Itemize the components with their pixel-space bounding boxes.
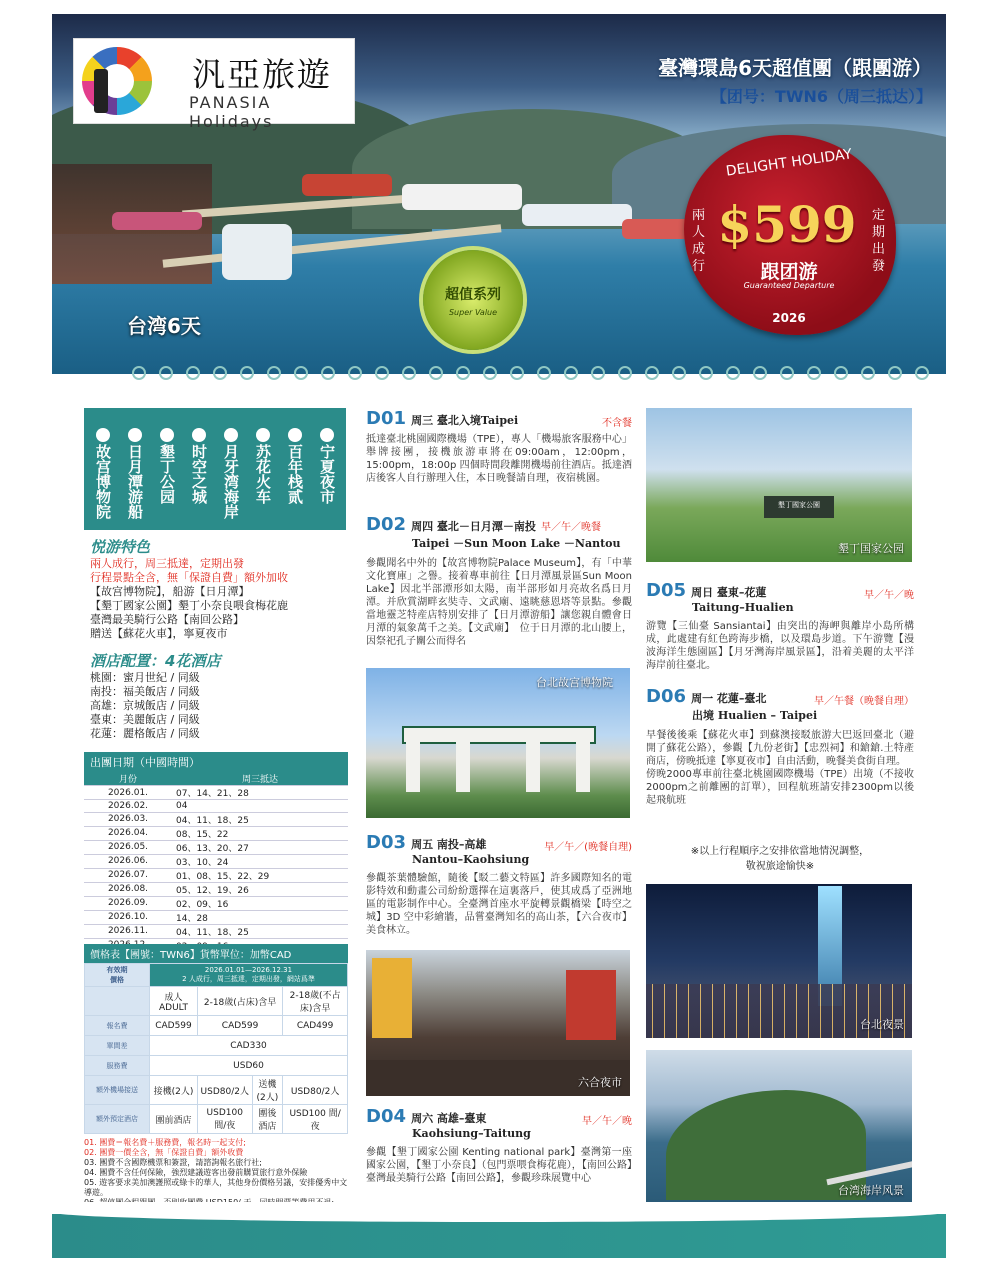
schedule-month: 2026.10. [84, 910, 172, 924]
day-notice: 傍晚2000專車前往臺北桃園國際機場（TPE）出境（不接收2000pm之前離團的訂單），回程航班請安排2300pm以後起飛航班 [646, 769, 914, 806]
price-cell: 接機(2人) [150, 1076, 198, 1105]
price-cell: USD80/2人 [197, 1076, 252, 1105]
schedule-month: 2026.05. [84, 840, 172, 854]
super-value-badge [423, 250, 523, 350]
day-title: 周六 高雄–臺東 [411, 1112, 487, 1125]
seal-arc-text: DELIGHT HOLIDAY [725, 146, 853, 180]
note-item: 05. 遊客要求美加澳護照或綠卡的華人，其他身份價格另議，安排優秀中文導遊。 [84, 1178, 348, 1197]
shop-sign [372, 958, 412, 1038]
day-body: 早餐後後乘【蘇花火車】到蘇澳接駁旅游大巴返回臺北（避開了蘇花公路），參觀【九份老街】【忠烈祠】和鎗鎗.土特產商店，傍晚抵達【寧夏夜市】自由活動，晚餐美食街自理。 [646, 730, 914, 767]
binding-ring [375, 366, 389, 380]
hotel-item: 臺東：美麗飯店 / 同級 [90, 713, 200, 726]
features-section [90, 536, 350, 641]
price-cell: USD100 間/夜 [283, 1105, 348, 1134]
feature-item: 行程景點全含，無「保證自費」額外加收 [90, 571, 288, 584]
schedule-dates: 14、28 [172, 910, 348, 924]
spot-label: 月牙湾海岸 [222, 444, 240, 519]
binding-ring [807, 366, 821, 380]
schedule-dates: 08、15、22 [172, 826, 348, 840]
schedule-dates: 02、09、16 [172, 896, 348, 910]
price-period [150, 964, 348, 987]
schedule-month: 2026.06. [84, 854, 172, 868]
boat [112, 212, 202, 230]
day-meals: 早／午／晚 [864, 590, 914, 601]
binding-ring [510, 366, 524, 380]
day-subtitle: Kaohsiung–Taitung [412, 1127, 531, 1140]
feature-item: 贈送【蘇花火車】，寧夏夜市 [90, 627, 228, 640]
schedule-dates: 07、14、21、28 [172, 786, 348, 800]
park-sign-text: 墾丁國家公園 [778, 501, 820, 509]
spot-item [124, 428, 146, 522]
binding-ring [915, 366, 929, 380]
note-item: 01. 團費＝報名費＋服務費，報名時一起支付; [84, 1138, 246, 1147]
binding-ring [240, 366, 254, 380]
spot-label: 时空之城 [190, 444, 208, 504]
shop-sign [566, 970, 616, 1040]
feature-item: 【墾丁國家公園】墾丁小奈良喂食梅花鹿 [90, 599, 288, 612]
logo-english: PANASIA Holidays [189, 93, 274, 131]
binding-ring [456, 366, 470, 380]
day-meals: 早／午／(晚餐自理) [544, 842, 632, 853]
boat [302, 174, 392, 196]
price-table-section [84, 944, 348, 1228]
binding-ring [780, 366, 794, 380]
day-id: D05 [646, 580, 686, 601]
spot-label: 墾丁公园 [158, 444, 176, 504]
schedule-row [84, 800, 348, 813]
museum-photo [366, 668, 630, 818]
binding-ring [402, 366, 416, 380]
hotel-item: 高雄：京城飯店 / 同級 [90, 699, 200, 712]
boat [522, 204, 632, 226]
taipei-night-photo [646, 884, 912, 1038]
photo-caption: 台北故宫博物院 [536, 676, 613, 689]
hotel-item: 南投：福美飯店 / 同級 [90, 685, 200, 698]
binding-ring [861, 366, 875, 380]
row-label: 報名費 [85, 1016, 150, 1036]
coast-photo [646, 1050, 912, 1204]
seal-guaranteed: Guaranteed Departure [743, 281, 835, 290]
spot-dot [160, 428, 174, 442]
day-id: D01 [366, 408, 406, 429]
schedule-month: 2026.09. [84, 896, 172, 910]
price-cell: CAD499 [283, 1016, 348, 1036]
seal-left-text: 兩人成行 [692, 208, 706, 274]
features-title: 悦游特色 [90, 538, 151, 556]
price-title: 價格表【團號：TWN6】貨幣單位：加幣CAD [84, 944, 348, 963]
seal-right-text: 定期出發 [872, 208, 886, 274]
feature-item: 臺灣最美騎行公路【南回公路】 [90, 613, 244, 626]
day-d03 [366, 832, 632, 937]
archway [456, 740, 470, 792]
binding-ring [726, 366, 740, 380]
spot-item [252, 428, 274, 507]
day-meals: 不含餐 [602, 418, 632, 429]
spot-item [188, 428, 210, 507]
day-body: 參觀茶葉體驗館，隨後【駁二藝文特區】許多國際知名的電影特效和動畫公司紛紛選擇在這裏落戶，使其成爲了亞洲地區的電影制作中心。全臺灣首座水平旋轉景觀橋梁【時空之城】3D 空中彩繪牆，品嘗臺灣知名的高山茶，【六合夜市】美食林立。 [366, 873, 632, 936]
blank-cell [85, 987, 150, 1016]
price-cell: CAD599 [197, 1016, 282, 1036]
archway [406, 740, 420, 792]
badge-text: 超值系列 [445, 287, 501, 303]
schedule-row [84, 910, 348, 924]
schedule-dates: 04、11、18、25 [172, 924, 348, 938]
price-col: 2-18歲(不占床)含早 [283, 987, 348, 1016]
disclaimer [646, 842, 914, 872]
binding-ring [213, 366, 227, 380]
day-id: D03 [366, 832, 406, 853]
price-cell: CAD330 [150, 1036, 348, 1056]
spot-item [156, 428, 178, 507]
price-cell: USD100 間/夜 [197, 1105, 252, 1134]
spot-item [92, 428, 114, 522]
binding-ring [348, 366, 362, 380]
photo-caption: 墾丁国家公园 [838, 542, 904, 555]
highlight-spots [84, 408, 346, 530]
day-title: 周四 臺北－日月潭－南投 [411, 520, 536, 533]
schedule-row [84, 840, 348, 854]
spot-label: 日月潭游船 [126, 444, 144, 519]
schedule-dates: 06、13、20、27 [172, 840, 348, 854]
binding-ring [132, 366, 146, 380]
day-body: 參觀聞名中外的【故宮博物院Palace Museum】，有「中華文化寶庫」之譽。接着專車前往【日月潭風景區Sun Moon Lake】因北半部潭形如太陽，南半部形如月亮故名爲日月潭。并欣賞湖畔玄奘寺、文武廟、遠眺慈恩塔等景點。參觀當地靈芝特産店特別安排了【日月潭游船】讓您親自體會日月潭的氣象萬千之美。【文武廟】 位于日月潭的北山腰上，因祭祀孔子關公而得名 [366, 558, 632, 647]
hotels-section [90, 650, 350, 741]
row-label: 單間差 [85, 1036, 150, 1056]
day-id: D06 [646, 686, 686, 707]
feature-item: 兩人成行，周三抵達，定期出發 [90, 557, 244, 570]
schedule-month: 2026.08. [84, 882, 172, 896]
footer-band [52, 1214, 946, 1258]
departure-schedule [84, 752, 348, 953]
schedule-row [84, 924, 348, 938]
binding-ring [294, 366, 308, 380]
price-col: 成人 ADULT [150, 987, 198, 1016]
binding-ring [186, 366, 200, 380]
schedule-month: 2026.07. [84, 868, 172, 882]
binding-ring [483, 366, 497, 380]
logo-mark-stem [94, 69, 108, 113]
logo-mark [82, 47, 152, 115]
day-subtitle: Taipei －Sun Moon Lake －Nantou [412, 537, 621, 550]
binding-ring [321, 366, 335, 380]
boat [222, 224, 292, 280]
tour-code: 【团号：TWN6（周三抵达）】 [710, 87, 932, 106]
schedule-dates: 04、11、18、25 [172, 812, 348, 826]
binding-ring [159, 366, 173, 380]
hero-subtitle: 台湾6天 [127, 314, 201, 338]
day-d06 [646, 686, 914, 807]
row-label: 服務費 [85, 1056, 150, 1076]
schedule-month: 2026.04. [84, 826, 172, 840]
binding-ring [888, 366, 902, 380]
price-cell: 團前酒店 [150, 1105, 198, 1134]
day-title: 周五 南投–高雄 [411, 838, 487, 851]
logo [73, 38, 355, 131]
schedule-row [84, 786, 348, 800]
kenting-photo [646, 408, 912, 562]
price-label: 價格 [110, 976, 124, 984]
period: 2026.01.01—2026.12.31 [204, 966, 293, 974]
hotels-title: 酒店配置：4花酒店 [90, 652, 221, 670]
schedule-row [84, 826, 348, 840]
spot-dot [320, 428, 334, 442]
schedule-title: 出團日期（中國時間） [84, 752, 348, 772]
validity-label: 有效期 [106, 966, 128, 974]
price-table [84, 963, 348, 1134]
binding-ring [429, 366, 443, 380]
price-cell: 團後酒店 [252, 1105, 283, 1134]
schedule-dates: 04 [172, 800, 348, 813]
spot-item [284, 428, 306, 507]
schedule-row [84, 868, 348, 882]
price-col: 2-18歲(占床)含早 [197, 987, 282, 1016]
row-label: 額外機場接送 [85, 1076, 150, 1105]
binding-ring [537, 366, 551, 380]
schedule-row [84, 882, 348, 896]
seal-year: 2026 [772, 311, 806, 325]
photo-caption: 台北夜景 [860, 1018, 904, 1031]
binding-ring [699, 366, 713, 380]
boat [402, 184, 522, 210]
day-meals: 早／午餐（晚餐自理） [814, 696, 914, 707]
day-d05 [646, 580, 914, 672]
note-item: 02. 團費一價全含，無「保證自費」額外收費 [84, 1148, 244, 1157]
binding-ring [618, 366, 632, 380]
price-cell: 送機(2人) [252, 1076, 283, 1105]
photo-caption: 六合夜市 [578, 1076, 622, 1089]
spot-item [316, 428, 338, 507]
price-corner [85, 964, 150, 987]
binding-ring [564, 366, 578, 380]
spot-label: 宁夏夜市 [318, 444, 336, 504]
binding-ring [267, 366, 281, 380]
day-meals: 早／午／晚餐 [541, 522, 602, 533]
spot-dot [192, 428, 206, 442]
archway [576, 740, 590, 792]
day-id: D02 [366, 514, 406, 535]
schedule-dates: 05、12、19、26 [172, 882, 348, 896]
price-cell: USD80/2人 [283, 1076, 348, 1105]
day-meals: 早／午／晚 [582, 1116, 632, 1127]
spot-label: 苏花火车 [254, 444, 272, 504]
spot-label: 百年栈贰 [286, 444, 304, 504]
archway [402, 726, 596, 744]
day-body: 抵達臺北桃園國際機場（TPE），專人「機場旅客服務中心」舉牌接團，接機旅游車將在09:00am，12:00pm，15:00pm，18:00p 四個時間段離開機場前往酒店。抵達酒店後客人自行辦理入住，本日晚餐請自理，夜宿桃園。 [366, 434, 632, 484]
schedule-month: 2026.01. [84, 786, 172, 800]
schedule-month: 2026.11. [84, 924, 172, 938]
binding-ring [591, 366, 605, 380]
schedule-col-month: 月份 [84, 772, 172, 786]
day-d02 [366, 514, 632, 648]
schedule-col-days: 周三抵达 [172, 772, 348, 786]
price-cell: CAD599 [150, 1016, 198, 1036]
spot-label: 故宫博物院 [94, 444, 112, 519]
binding-rings [52, 366, 946, 384]
hotel-item: 花蓮：麗格飯店 / 同級 [90, 727, 200, 740]
day-body: 游覽【三仙臺 Sansiantai】由突出的海岬與離岸小島所構成，此處建有紅色跨海步橋，以及環島步道。下午游覽【漫波海洋生態園區】【月牙灣海岸風景區】，沿着美麗的太平洋海岸前往臺北。 [646, 621, 914, 671]
spot-item [220, 428, 242, 522]
schedule-month: 2026.03. [84, 812, 172, 826]
day-title: 周一 花蓮–臺北 [691, 692, 767, 705]
spot-dot [224, 428, 238, 442]
schedule-dates: 01、08、15、22、29 [172, 868, 348, 882]
spot-dot [288, 428, 302, 442]
spot-dot [128, 428, 142, 442]
note-item: 03. 團費不含國際機票和簽證，請諮詢報名旅行社; [84, 1158, 262, 1167]
logo-chinese: 汎亞旅遊 [192, 55, 332, 94]
binding-ring [834, 366, 848, 380]
period-note: 2 人成行，周三抵達，定期出發，網站爲準 [182, 975, 315, 983]
schedule-row [84, 812, 348, 826]
day-d04 [366, 1106, 632, 1185]
schedule-dates: 03、10、24 [172, 854, 348, 868]
seal-tag: 跟团游 [760, 261, 818, 283]
tour-title: 臺灣環島6天超值團（跟團游） [658, 56, 932, 80]
price-cell: USD60 [150, 1056, 348, 1076]
day-title: 周三 臺北入境Taipei [411, 414, 519, 427]
disclaimer-line: 敬祝旅途愉快※ [745, 861, 815, 872]
spot-dot [96, 428, 110, 442]
spot-dot [256, 428, 270, 442]
day-subtitle: 出境 Hualien – Taipei [692, 709, 818, 722]
binding-ring [753, 366, 767, 380]
archway [526, 740, 540, 792]
feature-item: 【故宫博物院】，船游【日月潭】 [90, 585, 250, 598]
schedule-rows [84, 786, 348, 953]
day-title: 周日 臺東–花蓮 [691, 586, 767, 599]
day-subtitle: Taitung–Hualien [692, 601, 794, 614]
schedule-row [84, 854, 348, 868]
schedule-table [84, 772, 348, 953]
binding-ring [645, 366, 659, 380]
row-label: 額外預定酒店 [85, 1105, 150, 1134]
photo-caption: 台湾海岸风景 [838, 1184, 904, 1197]
seal-price: $599 [717, 195, 857, 254]
hotel-item: 桃園：蜜月世紀 / 同級 [90, 671, 200, 684]
schedule-row [84, 896, 348, 910]
note-item: 04. 團費不含任何保險，強烈建議遊客出發前購買旅行意外保險 [84, 1168, 308, 1177]
badge-sub: Super Value [448, 308, 498, 317]
disclaimer-line: ※以上行程順序之安排依當地情況調整， [690, 846, 870, 857]
night-market-photo [366, 950, 630, 1096]
day-body: 參觀【墾丁國家公園 Kenting national park】臺灣第一座國家公園，【墾丁小奈良】（包門票喂食梅花鹿），【南回公路】臺灣最美騎行公路【南回公路】，參觀珍珠展覽中心 [366, 1147, 632, 1184]
schedule-month: 2026.02. [84, 800, 172, 813]
day-id: D04 [366, 1106, 406, 1127]
day-subtitle: Nantou–Kaohsiung [412, 853, 530, 866]
day-d01 [366, 408, 632, 485]
binding-ring [672, 366, 686, 380]
